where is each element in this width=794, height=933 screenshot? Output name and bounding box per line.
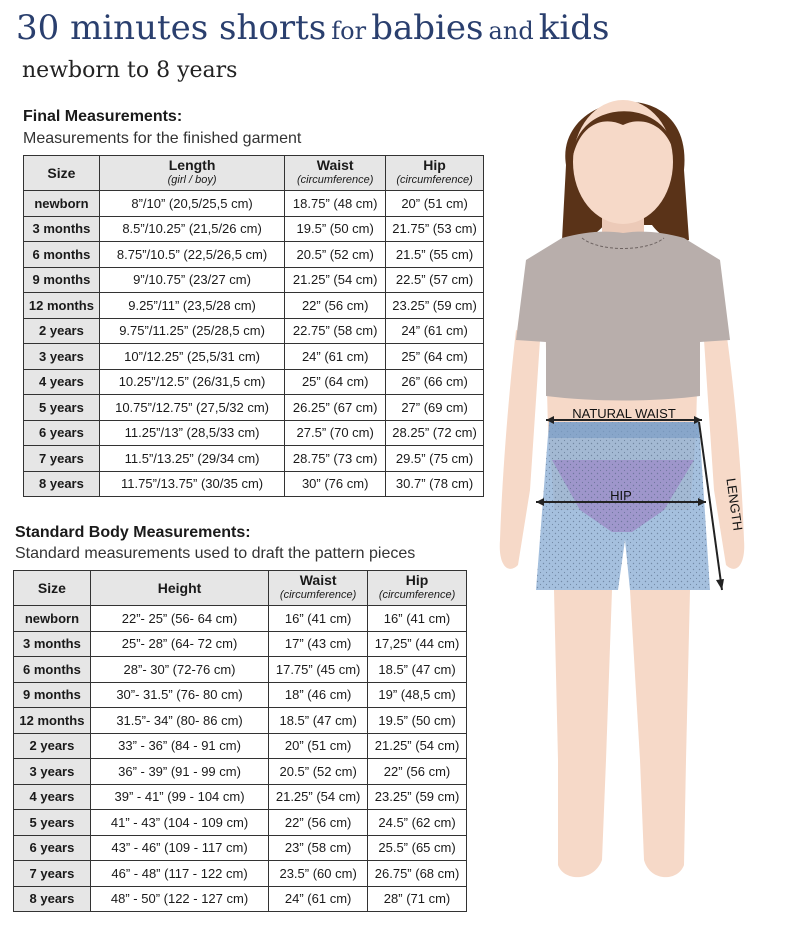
cell-size: 3 months	[14, 631, 91, 657]
length-arrow-bottom	[716, 579, 724, 590]
cell-waist: 30” (76 cm)	[285, 471, 386, 497]
cell-length: 9.75”/11.25” (25/28,5 cm)	[99, 318, 284, 344]
cell-hip: 16” (41 cm)	[368, 606, 467, 632]
cell-waist: 20” (51 cm)	[269, 733, 368, 759]
cell-hip: 27” (69 cm)	[386, 395, 484, 421]
cell-hip: 22” (56 cm)	[368, 759, 467, 785]
header-sublabel: (circumference)	[378, 589, 456, 601]
cell-hip: 28.25” (72 cm)	[386, 420, 484, 446]
cell-hip: 21.5” (55 cm)	[386, 242, 484, 268]
column-header-waist	[269, 571, 368, 606]
cell-height: 43” - 46” (109 - 117 cm)	[90, 835, 268, 861]
cell-hip: 20” (51 cm)	[386, 191, 484, 217]
shirt	[516, 232, 730, 401]
header-label: Size	[37, 579, 66, 596]
header-sublabel: (circumference)	[296, 174, 374, 186]
table-row	[24, 318, 484, 344]
cell-size: 9 months	[24, 267, 100, 293]
final-table-body	[24, 191, 484, 497]
right-arm	[704, 330, 744, 569]
cell-length: 8”/10” (20,5/25,5 cm)	[99, 191, 284, 217]
table-row	[14, 657, 467, 683]
cell-hip: 25” (64 cm)	[386, 344, 484, 370]
cell-hip: 23.25” (59 cm)	[368, 784, 467, 810]
header-sublabel: (circumference)	[396, 174, 473, 186]
header-label: Height	[157, 579, 202, 596]
cell-waist: 23” (58 cm)	[269, 835, 368, 861]
final-measurements-heading: Final Measurements:	[23, 108, 183, 125]
cell-waist: 18.75” (48 cm)	[285, 191, 386, 217]
table-row	[14, 835, 467, 861]
cell-waist: 18” (46 cm)	[269, 682, 368, 708]
table-row	[14, 810, 467, 836]
shorts-waistband	[549, 422, 699, 438]
table-row	[24, 267, 484, 293]
cell-length: 8.75”/10.5” (22,5/26,5 cm)	[99, 242, 284, 268]
final-measurements-description: Measurements for the finished garment	[23, 130, 302, 147]
cell-waist: 16” (41 cm)	[269, 606, 368, 632]
cell-waist: 21.25” (54 cm)	[269, 784, 368, 810]
title-for: for	[331, 17, 367, 45]
table-row	[14, 759, 467, 785]
table-header-row	[24, 156, 484, 191]
cell-size: 2 years	[24, 318, 100, 344]
table-row	[14, 784, 467, 810]
left-arm	[500, 330, 540, 569]
cell-hip: 19” (48,5 cm)	[368, 682, 467, 708]
left-leg	[554, 590, 612, 877]
cell-hip: 22.5” (57 cm)	[386, 267, 484, 293]
cell-size: newborn	[14, 606, 91, 632]
cell-height: 22”- 25” (56- 64 cm)	[90, 606, 268, 632]
cell-waist: 17” (43 cm)	[269, 631, 368, 657]
header-label: Size	[47, 164, 76, 181]
cell-waist: 24” (61 cm)	[285, 344, 386, 370]
table-row	[14, 708, 467, 734]
cell-size: 6 months	[14, 657, 91, 683]
cell-height: 33” - 36” (84 - 91 cm)	[90, 733, 268, 759]
column-header-waist	[285, 156, 386, 191]
cell-height: 39” - 41” (99 - 104 cm)	[90, 784, 268, 810]
hip-arrow-left	[536, 498, 544, 506]
cell-size: 2 years	[14, 733, 91, 759]
cell-size: 5 years	[24, 395, 100, 421]
header-label: Waist	[299, 572, 337, 588]
standard-measurements-heading: Standard Body Measurements:	[15, 524, 251, 541]
table-row	[24, 446, 484, 472]
table-row	[24, 242, 484, 268]
cell-length: 10.75”/12.75” (27,5/32 cm)	[99, 395, 284, 421]
page-subtitle: newborn to 8 years	[22, 58, 238, 83]
standard-measurements-description: Standard measurements used to draft the pattern pieces	[15, 545, 416, 562]
final-measurements-table	[23, 155, 484, 497]
cell-hip: 19.5” (50 cm)	[368, 708, 467, 734]
header-label: Hip	[423, 157, 446, 173]
table-row	[14, 682, 467, 708]
cell-waist: 20.5” (52 cm)	[269, 759, 368, 785]
title-main: 30 minutes shorts	[16, 8, 327, 48]
cell-waist: 28.75” (73 cm)	[285, 446, 386, 472]
cell-height: 48” - 50” (122 - 127 cm)	[90, 886, 268, 912]
table-row	[14, 631, 467, 657]
header-sublabel: (girl / boy)	[167, 174, 217, 186]
cell-size: 3 years	[14, 759, 91, 785]
column-header-hip	[386, 156, 484, 191]
table-row	[24, 471, 484, 497]
cell-hip: 21.25” (54 cm)	[368, 733, 467, 759]
cell-size: 4 years	[14, 784, 91, 810]
cell-hip: 30.7” (78 cm)	[386, 471, 484, 497]
cell-waist: 24” (61 cm)	[269, 886, 368, 912]
table-row	[24, 293, 484, 319]
cell-hip: 29.5” (75 cm)	[386, 446, 484, 472]
cell-length: 10”/12.25” (25,5/31 cm)	[99, 344, 284, 370]
column-header-size	[24, 156, 100, 191]
cell-length: 9”/10.75” (23/27 cm)	[99, 267, 284, 293]
cell-size: 5 years	[14, 810, 91, 836]
natural-waist-label: NATURAL WAIST	[572, 406, 676, 421]
cell-hip: 24” (61 cm)	[386, 318, 484, 344]
table-row	[14, 886, 467, 912]
cell-length: 11.75”/13.75” (30/35 cm)	[99, 471, 284, 497]
cell-hip: 17,25” (44 cm)	[368, 631, 467, 657]
column-header-size	[14, 571, 91, 606]
table-row	[14, 733, 467, 759]
title-and: and	[488, 17, 534, 45]
cell-height: 25”- 28” (64- 72 cm)	[90, 631, 268, 657]
cell-height: 28”- 30” (72-76 cm)	[90, 657, 268, 683]
hip-label: HIP	[610, 488, 632, 503]
cell-height: 36” - 39” (91 - 99 cm)	[90, 759, 268, 785]
cell-hip: 26.75” (68 cm)	[368, 861, 467, 887]
cell-size: 3 months	[24, 216, 100, 242]
cell-waist: 23.5” (60 cm)	[269, 861, 368, 887]
column-header-hip	[368, 571, 467, 606]
cell-hip: 21.75” (53 cm)	[386, 216, 484, 242]
cell-length: 10.25”/12.5” (26/31,5 cm)	[99, 369, 284, 395]
table-row	[14, 606, 467, 632]
cell-waist: 17.75” (45 cm)	[269, 657, 368, 683]
cell-waist: 22” (56 cm)	[269, 810, 368, 836]
cell-size: 6 months	[24, 242, 100, 268]
table-row	[24, 191, 484, 217]
cell-length: 11.5”/13.25” (29/34 cm)	[99, 446, 284, 472]
cell-size: 4 years	[24, 369, 100, 395]
cell-waist: 22.75” (58 cm)	[285, 318, 386, 344]
cell-waist: 27.5” (70 cm)	[285, 420, 386, 446]
cell-size: 12 months	[14, 708, 91, 734]
cell-height: 41” - 43” (104 - 109 cm)	[90, 810, 268, 836]
cell-length: 11.25”/13” (28,5/33 cm)	[99, 420, 284, 446]
cell-waist: 18.5” (47 cm)	[269, 708, 368, 734]
cell-waist: 20.5” (52 cm)	[285, 242, 386, 268]
cell-hip: 28” (71 cm)	[368, 886, 467, 912]
title-babies: babies	[371, 8, 484, 48]
page-title	[16, 8, 609, 48]
table-header-row	[14, 571, 467, 606]
column-header-height	[90, 571, 268, 606]
cell-size: 7 years	[24, 446, 100, 472]
header-label: Hip	[405, 572, 429, 588]
cell-hip: 23.25” (59 cm)	[386, 293, 484, 319]
cell-size: 3 years	[24, 344, 100, 370]
cell-hip: 24.5” (62 cm)	[368, 810, 467, 836]
column-header-length	[99, 156, 284, 191]
cell-hip: 25.5” (65 cm)	[368, 835, 467, 861]
cell-hip: 18.5” (47 cm)	[368, 657, 467, 683]
cell-height: 46” - 48” (117 - 122 cm)	[90, 861, 268, 887]
cell-hip: 26” (66 cm)	[386, 369, 484, 395]
cell-length: 9.25”/11” (23,5/28 cm)	[99, 293, 284, 319]
cell-waist: 21.25” (54 cm)	[285, 267, 386, 293]
table-row	[24, 344, 484, 370]
standard-measurements-table	[13, 570, 467, 912]
table-row	[24, 420, 484, 446]
header-sublabel: (circumference)	[279, 589, 357, 601]
cell-size: 6 years	[24, 420, 100, 446]
table-row	[14, 861, 467, 887]
header-label: Waist	[316, 157, 354, 173]
right-leg	[630, 590, 690, 877]
table-row	[24, 395, 484, 421]
cell-size: 8 years	[14, 886, 91, 912]
table-row	[24, 216, 484, 242]
title-kids: kids	[538, 8, 610, 48]
cell-size: 9 months	[14, 682, 91, 708]
cell-size: 12 months	[24, 293, 100, 319]
cell-size: newborn	[24, 191, 100, 217]
table-row	[24, 369, 484, 395]
cell-waist: 25” (64 cm)	[285, 369, 386, 395]
cell-waist: 22” (56 cm)	[285, 293, 386, 319]
length-label: LENGTH	[723, 477, 746, 532]
child-illustration	[494, 70, 789, 920]
cell-length: 8.5”/10.25” (21,5/26 cm)	[99, 216, 284, 242]
cell-height: 31.5”- 34” (80- 86 cm)	[90, 708, 268, 734]
cell-waist: 19.5” (50 cm)	[285, 216, 386, 242]
header-label: Length	[168, 157, 216, 173]
shorts-texture	[536, 422, 710, 590]
cell-size: 6 years	[14, 835, 91, 861]
cell-size: 8 years	[24, 471, 100, 497]
cell-waist: 26.25” (67 cm)	[285, 395, 386, 421]
standard-table-body	[14, 606, 467, 912]
cell-height: 30”- 31.5” (76- 80 cm)	[90, 682, 268, 708]
cell-size: 7 years	[14, 861, 91, 887]
